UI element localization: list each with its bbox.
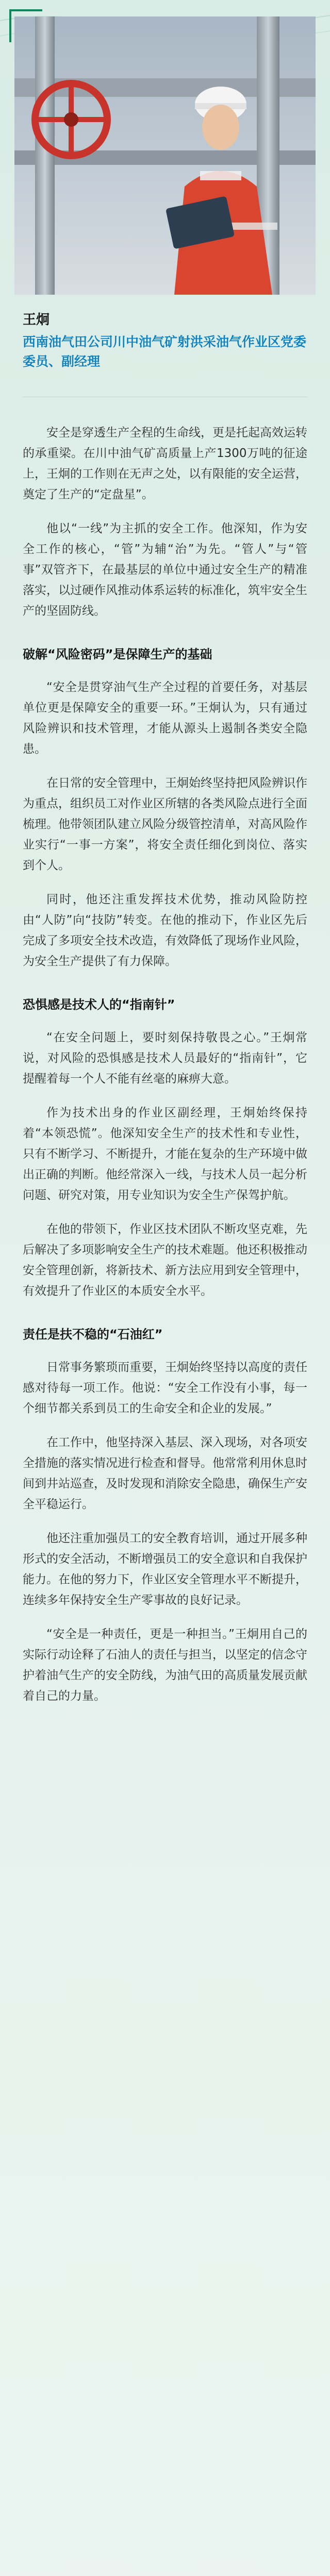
hero-photo-illustration (14, 16, 316, 295)
section-paragraph: “在安全问题上，要时刻保持敬畏之心。”王炯常说，对风险的恐惧感是技术人员最好的“指南针”，它提醒着每一个人不能有丝毫的麻痹大意。 (23, 1031, 307, 1086)
section-paragraph: 作为技术出身的作业区副经理，王炯始终保持着“本领恐慌”。他深知安全生产的技术性和专业性，只有不断学习、不断提升，才能在复杂的生产环境中做出正确的判断。他经常深入一线，与技术人员一起分析问题、研究对策，用专业知识为安全生产保驾护航。 (23, 1106, 307, 1202)
profile-caption (23, 309, 307, 371)
profile-title: 西南油气田公司川中油气矿射洪采油气作业区党委委员、副经理 (23, 334, 307, 369)
section-paragraph: 他还注重加强员工的安全教育培训，通过开展多种形式的安全活动，不断增强员工的安全意识和自我保护能力。在他的努力下，作业区安全管理水平不断提升，连续多年保持安全生产零事故的良好记录。 (23, 1532, 307, 1607)
section-paragraph: 在工作中，他坚持深入基层、深入现场，对各项安全措施的落实情况进行检查和督导。他常常利用休息时间到井站巡查，及时发现和消除安全隐患，确保生产安全平稳运行。 (23, 1436, 307, 1511)
section-paragraph: 在日常的安全管理中，王炯始终坚持把风险辨识作为重点，组织员工对作业区所辖的各类风险点进行全面梳理。他带领团队建立风险分级管控清单，对高风险作业实行“一事一方案”，将安全责任细化到岗位、落实到个人。 (23, 776, 307, 872)
profile-name: 王炯 (23, 312, 50, 328)
section-paragraph: 同时，他还注重发挥技术优势，推动风险防控由“人防”向“技防”转变。在他的推动下，作业区先后完成了多项安全技术改造，有效降低了现场作业风险，为安全生产提供了有力保障。 (23, 893, 307, 968)
section-heading: 责任是扶不稳的“石油红” (23, 1327, 163, 1342)
section-heading: 恐惧感是技术人的“指南针” (23, 997, 175, 1012)
section-paragraph: 日常事务繁琐而重要，王炯始终坚持以高度的责任感对待每一项工作。他说：“安全工作没有小事，每一个细节都关系到员工的生命安全和企业的发展。” (23, 1361, 307, 1415)
intro-paragraph: 他以“一线”为主抓的安全工作。他深知，作为安全工作的核心，“管”为辅“治”为先。“管人”与“管事”双管齐下，在最基层的单位中通过安全生产的精准落实，以过硬作风推动体系运转的标准化，筑牢安全生产的坚固防线。 (23, 522, 307, 618)
article-body (23, 422, 307, 1720)
section-paragraph: 在他的带领下，作业区技术团队不断攻坚克难，先后解决了多项影响安全生产的技术难题。他还积极推动安全管理创新，将新技术、新方法应用到安全管理中，有效提升了作业区的本质安全水平。 (23, 1223, 307, 1298)
section-paragraph: “安全是一种责任，更是一种担当。”王炯用自己的实际行动诠释了石油人的责任与担当，以坚定的信念守护着油气生产的安全防线，为油气田的高质量发展贡献着自己的力量。 (23, 1628, 307, 1703)
section-heading: 破解“风险密码”是保障生产的基础 (23, 647, 212, 662)
section-paragraph: “安全是贯穿油气生产全过程的首要任务，对基层单位更是保障安全的重要一环。”王炯认为，只有通过风险辨识和技术管理，才能从源头上遏制各类安全隐患。 (23, 681, 307, 756)
intro-paragraph: 安全是穿透生产全程的生命线，更是托起高效运转的承重梁。在川中油气矿高质量上产1300万吨的征途上，王炯的工作则在无声之处，以有限能的安全运营，奠定了生产的“定盘星”。 (23, 426, 307, 501)
hero-photo (14, 16, 316, 295)
